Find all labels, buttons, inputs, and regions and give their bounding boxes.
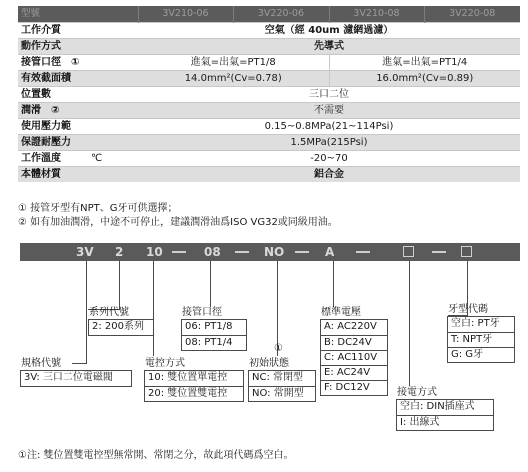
spec-label: 保證耐壓力 bbox=[18, 134, 138, 150]
connector-line bbox=[119, 261, 120, 310]
legend-row: A: AC220V bbox=[324, 321, 377, 332]
legend-box bbox=[447, 316, 515, 363]
connector-line bbox=[409, 261, 410, 386]
spec-value: 空氣（經 40um 濾網過濾） bbox=[138, 22, 520, 38]
spec-value: 先導式 bbox=[138, 38, 520, 54]
legend-row: NO: 常開型 bbox=[249, 386, 315, 401]
spec-row-area bbox=[18, 70, 520, 86]
note-thread: ① 接管牙型有NPT、G牙可供選擇； bbox=[18, 203, 178, 214]
dash bbox=[235, 251, 249, 253]
spec-row-port bbox=[18, 54, 520, 70]
legend-title: 接電方式 bbox=[397, 387, 437, 398]
dash bbox=[172, 251, 186, 253]
dash bbox=[295, 251, 309, 253]
spec-value-left: 進氣=出氣=PT1/8 bbox=[138, 54, 329, 70]
spec-row-material bbox=[18, 166, 520, 182]
legend-series-code bbox=[88, 306, 154, 336]
code-thread-placeholder bbox=[461, 246, 472, 257]
legend-row: C: AC110V bbox=[321, 350, 387, 365]
spec-label: 接管口徑 ① bbox=[18, 54, 138, 70]
spec-row-medium bbox=[18, 22, 520, 38]
dash bbox=[432, 251, 446, 253]
connector-line bbox=[210, 261, 211, 307]
spec-value: 1.5MPa(215Psi) bbox=[138, 134, 520, 150]
spec-row-pressure bbox=[18, 118, 520, 134]
spec-label: 位置數 bbox=[18, 86, 138, 102]
header-cell-3v210-06: 3V210-06 bbox=[138, 6, 233, 22]
spec-value: -20~70 bbox=[138, 150, 520, 166]
legend-row: T: NPT牙 bbox=[448, 332, 514, 347]
legend-box bbox=[20, 370, 132, 387]
spec-row-proof-pressure bbox=[18, 134, 520, 150]
legend-connector-type bbox=[396, 386, 494, 431]
connector-line bbox=[333, 261, 334, 307]
legend-row: 2: 200系列 bbox=[92, 321, 144, 332]
legend-box bbox=[181, 319, 247, 351]
spec-label: 工作介質 bbox=[18, 22, 138, 38]
code-series: 2 bbox=[115, 245, 124, 259]
note-lubrication: ② 如有加油潤滑，中途不可停止，建議潤滑油爲ISO VG32或同級用油。 bbox=[18, 217, 338, 228]
spec-row-temperature bbox=[18, 150, 520, 166]
legend-title: 初始狀態 bbox=[249, 358, 289, 369]
code-control: 10 bbox=[146, 245, 163, 259]
legend-row: 空白: DIN插座式 bbox=[400, 401, 475, 412]
legend-row: I: 出線式 bbox=[397, 415, 493, 430]
code-voltage: A bbox=[325, 245, 335, 259]
legend-title: 系列代號 bbox=[89, 307, 129, 318]
legend-row: 08: PT1/4 bbox=[182, 335, 246, 350]
code-state: NO bbox=[264, 245, 285, 259]
connector-line bbox=[277, 261, 278, 356]
legend-standard-voltage bbox=[320, 306, 388, 396]
spec-table bbox=[18, 6, 520, 182]
legend-title: 接管口徑 bbox=[182, 307, 222, 318]
header-cell-model: 型號 bbox=[18, 6, 138, 22]
legend-title: 牙型代碼 bbox=[448, 304, 488, 315]
legend-row: NC: 常閉型 bbox=[252, 372, 304, 383]
spec-header-row bbox=[18, 6, 520, 22]
legend-control-method bbox=[144, 357, 244, 402]
spec-label: 工作溫度 bbox=[21, 152, 61, 164]
spec-label-temp bbox=[18, 150, 138, 166]
initial-state-note-mark: ① bbox=[274, 343, 283, 354]
legend-row: E: AC24V bbox=[321, 365, 387, 380]
legend-row: G: G牙 bbox=[448, 347, 514, 362]
legend-row: 20: 雙位置雙電控 bbox=[145, 386, 243, 401]
legend-row: 空白: PT牙 bbox=[451, 318, 500, 329]
footnote: ①注: 雙位置雙電控型無常開、常閉之分，故此項代碼爲空白。 bbox=[18, 450, 294, 461]
spec-row-action bbox=[18, 38, 520, 54]
header-cell-3v220-06: 3V220-06 bbox=[233, 6, 329, 22]
spec-value-right: 16.0mm²(Cv=0.89) bbox=[329, 70, 520, 86]
legend-box bbox=[248, 370, 316, 402]
legend-row: 06: PT1/8 bbox=[185, 321, 233, 332]
order-code-bar bbox=[20, 243, 520, 261]
legend-port-size bbox=[181, 306, 247, 351]
spec-value-left: 14.0mm²(Cv=0.78) bbox=[138, 70, 329, 86]
legend-box bbox=[88, 319, 154, 336]
legend-title: 規格代號 bbox=[21, 358, 61, 369]
spec-value: 三口二位 bbox=[138, 86, 520, 102]
spec-value-right: 進氣=出氣=PT1/4 bbox=[329, 54, 520, 70]
header-cell-3v220-08: 3V220-08 bbox=[424, 6, 520, 22]
code-port: 08 bbox=[204, 245, 221, 259]
code-3v: 3V bbox=[76, 245, 94, 259]
spec-value: 0.15~0.8MPa(21~114Psi) bbox=[138, 118, 520, 134]
legend-row: 10: 雙位置單電控 bbox=[148, 372, 228, 383]
legend-row: F: DC12V bbox=[321, 380, 387, 395]
temp-unit: ℃ bbox=[91, 152, 103, 164]
legend-row: B: DC24V bbox=[321, 335, 387, 350]
spec-label: 本體材質 bbox=[18, 166, 138, 182]
legend-box bbox=[396, 399, 494, 431]
spec-label: 潤滑 ② bbox=[18, 102, 138, 118]
spec-row-positions bbox=[18, 86, 520, 102]
spec-label: 有效截面積 bbox=[18, 70, 138, 86]
legend-box bbox=[144, 370, 244, 402]
legend-box bbox=[320, 319, 388, 396]
connector-line bbox=[86, 261, 87, 364]
header-cell-3v210-08: 3V210-08 bbox=[329, 6, 424, 22]
spec-row-lubrication bbox=[18, 102, 520, 118]
code-connector-placeholder bbox=[403, 246, 414, 257]
legend-thread-type bbox=[447, 303, 515, 363]
spec-value: 不需要 bbox=[138, 102, 520, 118]
legend-spec-code bbox=[20, 357, 132, 387]
legend-row: 3V: 三口二位電磁閥 bbox=[24, 372, 113, 383]
legend-title: 標準電壓 bbox=[321, 307, 361, 318]
spec-value: 鋁合金 bbox=[138, 166, 520, 182]
spec-label: 動作方式 bbox=[18, 38, 138, 54]
legend-title: 電控方式 bbox=[145, 358, 185, 369]
legend-initial-state bbox=[248, 357, 316, 402]
dash bbox=[356, 251, 370, 253]
spec-label: 使用壓力範 bbox=[18, 118, 138, 134]
